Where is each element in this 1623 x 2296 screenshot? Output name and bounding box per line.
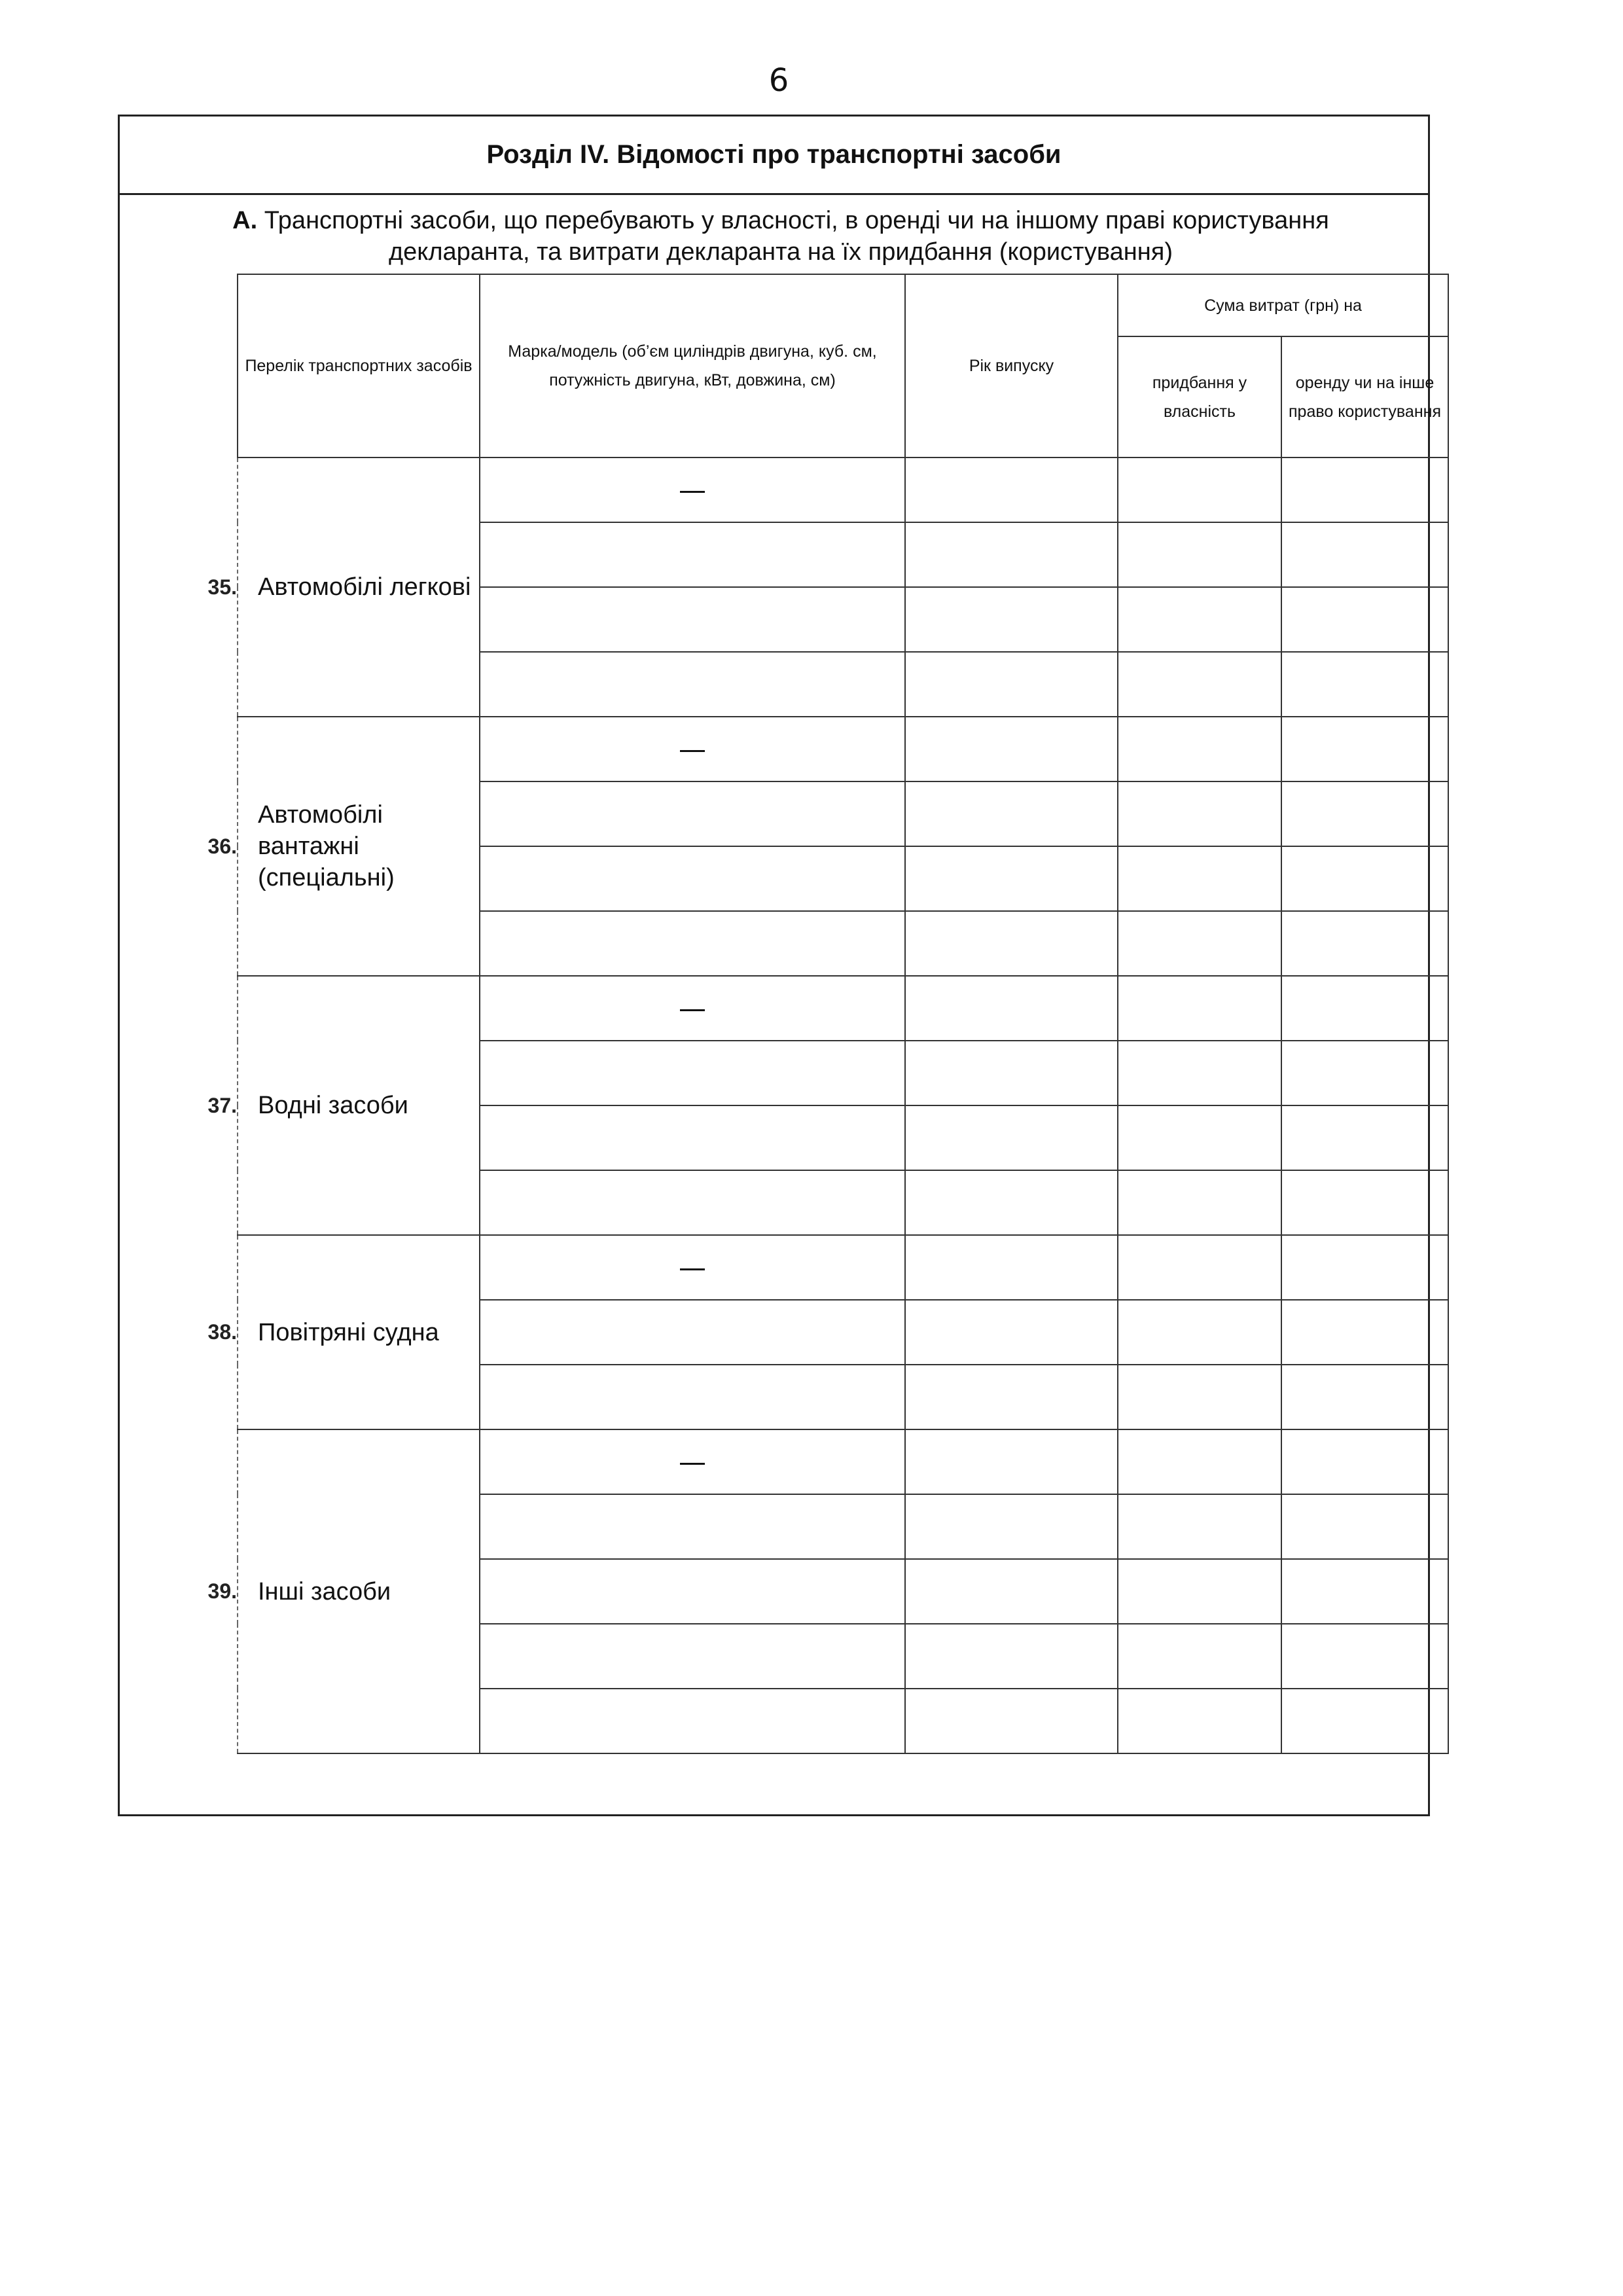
empty-value-dash (680, 491, 705, 493)
year-cell[interactable] (905, 1041, 1118, 1105)
subsection-line2: декларанта, та витрати декларанта на їх придбання (користування) (388, 238, 1173, 266)
row-number: 37. (207, 1093, 237, 1117)
purchase-cell[interactable] (1118, 1494, 1281, 1559)
header-year: Рік випуску (905, 274, 1118, 457)
year-cell[interactable] (905, 457, 1118, 522)
purchase-cell[interactable] (1118, 1365, 1281, 1429)
rent-cell[interactable] (1281, 1624, 1448, 1689)
model-cell[interactable] (480, 1235, 905, 1300)
row-category: Інші засоби (238, 1429, 480, 1753)
purchase-cell[interactable] (1118, 1041, 1281, 1105)
year-cell[interactable] (905, 911, 1118, 976)
rent-cell[interactable] (1281, 1494, 1448, 1559)
section-title: Розділ IV. Відомості про транспортні засоби (120, 117, 1428, 195)
purchase-cell[interactable] (1118, 1559, 1281, 1624)
year-cell[interactable] (905, 652, 1118, 717)
purchase-cell[interactable] (1118, 1170, 1281, 1235)
year-cell[interactable] (905, 1235, 1118, 1300)
year-cell[interactable] (905, 846, 1118, 911)
rent-cell[interactable] (1281, 522, 1448, 587)
empty-value-dash (680, 750, 705, 752)
rent-cell[interactable] (1281, 1365, 1448, 1429)
empty-value-dash (680, 1268, 705, 1270)
model-cell[interactable] (480, 1105, 905, 1170)
model-cell[interactable] (480, 1170, 905, 1235)
rent-cell[interactable] (1281, 1105, 1448, 1170)
model-cell[interactable] (480, 652, 905, 717)
subsection-line1: Транспортні засоби, що перебувають у власності, в оренді чи на іншому праві користування (264, 207, 1329, 234)
model-cell[interactable] (480, 1559, 905, 1624)
rent-cell[interactable] (1281, 1559, 1448, 1624)
purchase-cell[interactable] (1118, 1105, 1281, 1170)
header-purchase: придбання у власність (1118, 336, 1281, 457)
purchase-cell[interactable] (1118, 1624, 1281, 1689)
row-number: 36. (207, 834, 237, 858)
subsection-title (192, 205, 1370, 268)
model-cell[interactable] (480, 846, 905, 911)
year-cell[interactable] (905, 1170, 1118, 1235)
rent-cell[interactable] (1281, 911, 1448, 976)
year-cell[interactable] (905, 1559, 1118, 1624)
header-spacer (185, 274, 238, 336)
model-cell[interactable] (480, 1429, 905, 1494)
row-category: Автомобілі вантажні (спеціальні) (238, 717, 480, 976)
header-make-model: Марка/модель (об’єм циліндрів двигуна, куб. см, потужність двигуна, кВт, довжина, см) (480, 274, 905, 457)
subsection-letter: А. (232, 207, 258, 234)
empty-value-dash (680, 1463, 705, 1465)
year-cell[interactable] (905, 1429, 1118, 1494)
model-cell[interactable] (480, 522, 905, 587)
year-cell[interactable] (905, 1300, 1118, 1365)
model-cell[interactable] (480, 976, 905, 1041)
model-cell[interactable] (480, 1365, 905, 1429)
year-cell[interactable] (905, 522, 1118, 587)
rent-cell[interactable] (1281, 1041, 1448, 1105)
year-cell[interactable] (905, 717, 1118, 781)
model-cell[interactable] (480, 587, 905, 652)
year-cell[interactable] (905, 1689, 1118, 1753)
year-cell[interactable] (905, 976, 1118, 1041)
purchase-cell[interactable] (1118, 717, 1281, 781)
rent-cell[interactable] (1281, 1170, 1448, 1235)
empty-value-dash (680, 1009, 705, 1011)
header-expenses-group: Сума витрат (грн) на (1118, 274, 1448, 336)
row-number: 35. (207, 575, 237, 599)
vehicles-table (185, 274, 1449, 1754)
row-number: 39. (207, 1579, 237, 1603)
rent-cell[interactable] (1281, 976, 1448, 1041)
rent-cell[interactable] (1281, 1429, 1448, 1494)
rent-cell[interactable] (1281, 846, 1448, 911)
year-cell[interactable] (905, 1494, 1118, 1559)
rent-cell[interactable] (1281, 781, 1448, 846)
purchase-cell[interactable] (1118, 781, 1281, 846)
model-cell[interactable] (480, 1494, 905, 1559)
year-cell[interactable] (905, 1105, 1118, 1170)
row-number: 38. (207, 1320, 237, 1344)
row-category: Водні засоби (238, 976, 480, 1235)
row-category: Повітряні судна (238, 1235, 480, 1429)
header-rent: оренду чи на інше право користування (1281, 336, 1448, 457)
purchase-cell[interactable] (1118, 652, 1281, 717)
row-category: Автомобілі легкові (238, 457, 480, 717)
model-cell[interactable] (480, 781, 905, 846)
purchase-cell[interactable] (1118, 846, 1281, 911)
year-cell[interactable] (905, 1624, 1118, 1689)
purchase-cell[interactable] (1118, 1235, 1281, 1300)
model-cell[interactable] (480, 1041, 905, 1105)
purchase-cell[interactable] (1118, 976, 1281, 1041)
purchase-cell[interactable] (1118, 1689, 1281, 1753)
rent-cell[interactable] (1281, 457, 1448, 522)
model-cell[interactable] (480, 717, 905, 781)
purchase-cell[interactable] (1118, 911, 1281, 976)
page-number: 6 (768, 62, 789, 99)
rent-cell[interactable] (1281, 1235, 1448, 1300)
rent-cell[interactable] (1281, 652, 1448, 717)
purchase-cell[interactable] (1118, 1429, 1281, 1494)
model-cell[interactable] (480, 457, 905, 522)
header-vehicle-list: Перелік транспортних засобів (238, 274, 480, 457)
purchase-cell[interactable] (1118, 522, 1281, 587)
rent-cell[interactable] (1281, 717, 1448, 781)
header-spacer (185, 336, 238, 457)
section-frame (118, 115, 1441, 1816)
rent-cell[interactable] (1281, 587, 1448, 652)
year-cell[interactable] (905, 1365, 1118, 1429)
year-cell[interactable] (905, 781, 1118, 846)
rent-cell[interactable] (1281, 1300, 1448, 1365)
model-cell[interactable] (480, 1624, 905, 1689)
purchase-cell[interactable] (1118, 587, 1281, 652)
model-cell[interactable] (480, 1300, 905, 1365)
year-cell[interactable] (905, 587, 1118, 652)
model-cell[interactable] (480, 911, 905, 976)
rent-cell[interactable] (1281, 1689, 1448, 1753)
purchase-cell[interactable] (1118, 1300, 1281, 1365)
purchase-cell[interactable] (1118, 457, 1281, 522)
model-cell[interactable] (480, 1689, 905, 1753)
